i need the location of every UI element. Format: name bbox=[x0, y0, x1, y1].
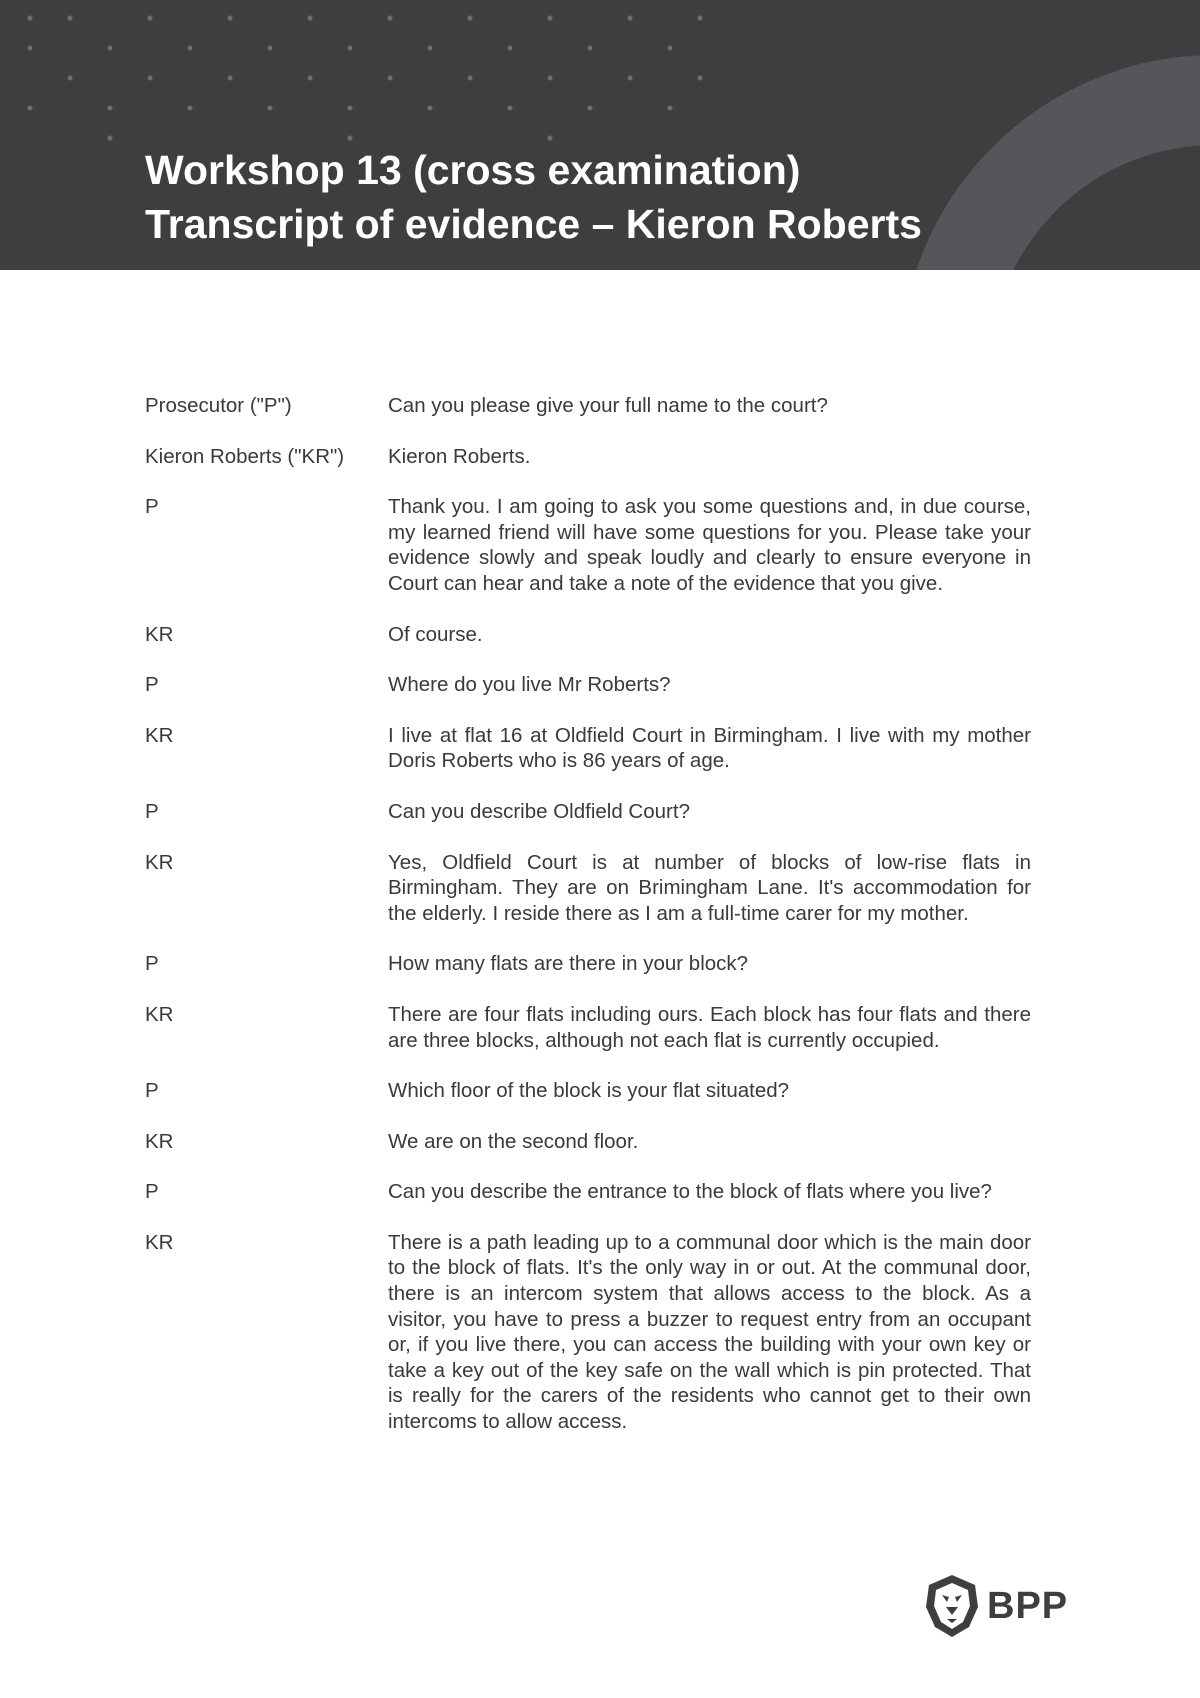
testimony-text: Can you describe Oldfield Court? bbox=[388, 799, 690, 823]
testimony-text: How many flats are there in your block? bbox=[388, 952, 749, 976]
speaker-label: KR bbox=[145, 1230, 174, 1254]
speaker-label: Prosecutor ("P") bbox=[145, 394, 292, 417]
decorative-dot bbox=[108, 106, 113, 111]
transcript-row bbox=[145, 1002, 1031, 1053]
decorative-dot bbox=[348, 46, 353, 51]
transcript-row bbox=[145, 444, 1031, 470]
decorative-dot bbox=[548, 16, 553, 21]
decorative-dot bbox=[588, 106, 593, 111]
testimony-text: Can you describe the entrance to the block of flats where you live? bbox=[388, 1180, 992, 1204]
logo-text: BPP bbox=[987, 1584, 1069, 1627]
speaker-label: Kieron Roberts ("KR") bbox=[145, 444, 345, 468]
decorative-dot bbox=[468, 76, 473, 81]
decorative-dot bbox=[628, 76, 633, 81]
decorative-dot bbox=[428, 46, 433, 51]
decorative-dot bbox=[668, 46, 673, 51]
speaker-label: P bbox=[145, 1180, 159, 1204]
decorative-dot bbox=[148, 16, 153, 21]
lion-head-icon bbox=[923, 1573, 981, 1639]
testimony-text: Of course. bbox=[388, 622, 483, 646]
decorative-dot bbox=[308, 76, 313, 81]
transcript-body bbox=[145, 393, 1031, 1460]
decorative-dot bbox=[388, 76, 393, 81]
decorative-dot bbox=[228, 16, 233, 21]
speaker-label: KR bbox=[145, 1129, 174, 1153]
decorative-dot bbox=[548, 76, 553, 81]
decorative-arc bbox=[945, 100, 1200, 270]
decorative-dot bbox=[308, 16, 313, 21]
title-line-2: Transcript of evidence – Kieron Roberts bbox=[145, 201, 922, 247]
page-title bbox=[145, 143, 922, 251]
testimony-text: We are on the second floor. bbox=[388, 1129, 639, 1153]
decorative-dot bbox=[108, 46, 113, 51]
title-line-1: Workshop 13 (cross examination) bbox=[145, 147, 801, 193]
decorative-dot bbox=[68, 76, 73, 81]
decorative-dot bbox=[348, 136, 353, 141]
decorative-dot bbox=[28, 46, 33, 51]
decorative-dot bbox=[428, 106, 433, 111]
speaker-label: KR bbox=[145, 723, 174, 747]
transcript-row bbox=[145, 622, 1031, 648]
decorative-dot bbox=[268, 106, 273, 111]
transcript-row bbox=[145, 850, 1031, 927]
speaker-label: P bbox=[145, 799, 159, 823]
speaker-label: P bbox=[145, 673, 159, 697]
testimony-text: I live at flat 16 at Oldfield Court in Birmingham. I live with my mother Doris Roberts who is 86 years of age. bbox=[388, 723, 1031, 773]
speaker-label: P bbox=[145, 952, 159, 976]
transcript-row bbox=[145, 951, 1031, 977]
decorative-dot bbox=[698, 16, 703, 21]
speaker-label: P bbox=[145, 495, 159, 519]
decorative-dot bbox=[148, 76, 153, 81]
transcript-row bbox=[145, 799, 1031, 825]
decorative-dot bbox=[188, 46, 193, 51]
testimony-text: Thank you. I am going to ask you some questions and, in due course, my learned friend will have some questions for you. Please take your evidence slowly and speak loudly and clearly to ensure everyone in Court can hear and take a note of the evidence that you give. bbox=[388, 495, 1031, 595]
decorative-dot bbox=[28, 16, 33, 21]
decorative-dot bbox=[388, 16, 393, 21]
decorative-dot bbox=[268, 46, 273, 51]
decorative-dot bbox=[28, 106, 33, 111]
decorative-dot bbox=[548, 136, 553, 141]
decorative-dot bbox=[508, 106, 513, 111]
page-header bbox=[0, 0, 1200, 270]
testimony-text: Yes, Oldfield Court is at number of blocks of low-rise flats in Birmingham. They are on Brimingham Lane. It's accommodation for the elderly. I reside there as I am a full-time carer for my mother. bbox=[388, 850, 1031, 925]
speaker-label: KR bbox=[145, 622, 174, 646]
decorative-dot bbox=[348, 106, 353, 111]
decorative-dot bbox=[588, 46, 593, 51]
decorative-dot bbox=[108, 136, 113, 141]
speaker-label: KR bbox=[145, 850, 174, 874]
decorative-dot bbox=[698, 76, 703, 81]
transcript-row bbox=[145, 1078, 1031, 1104]
testimony-text: Which floor of the block is your flat situated? bbox=[388, 1079, 790, 1103]
decorative-dot bbox=[188, 106, 193, 111]
transcript-row bbox=[145, 672, 1031, 698]
testimony-text: Can you please give your full name to the court? bbox=[388, 394, 828, 417]
testimony-text: Where do you live Mr Roberts? bbox=[388, 673, 671, 697]
decorative-dot bbox=[228, 76, 233, 81]
transcript-row bbox=[145, 1230, 1031, 1435]
decorative-dot bbox=[508, 46, 513, 51]
decorative-dot bbox=[668, 106, 673, 111]
transcript-row bbox=[145, 1179, 1031, 1205]
transcript-row bbox=[145, 723, 1031, 774]
testimony-text: There are four flats including ours. Each block has four flats and there are three blocks, although not each flat is currently occupied. bbox=[388, 1002, 1031, 1052]
transcript-row bbox=[145, 494, 1031, 596]
transcript-row bbox=[145, 1129, 1031, 1155]
decorative-dot bbox=[468, 16, 473, 21]
bpp-logo bbox=[923, 1570, 1069, 1642]
testimony-text: There is a path leading up to a communal door which is the main door to the block of flats. It's the only way in or out. At the communal door, there is an intercom system that allows access to the block. As a visitor, you have to press a buzzer to request entry from an occupant or, if you live there, you can access the building with your own key or take a key out of the key safe on the wall which is pin protected. That is really for the carers of the residents who cannot get to their own intercoms to allow access. bbox=[388, 1230, 1031, 1434]
decorative-dot bbox=[628, 16, 633, 21]
testimony-text: Kieron Roberts. bbox=[388, 444, 531, 468]
speaker-label: P bbox=[145, 1079, 159, 1103]
speaker-label: KR bbox=[145, 1002, 174, 1026]
decorative-dot bbox=[68, 16, 73, 21]
transcript-row bbox=[145, 393, 1031, 419]
